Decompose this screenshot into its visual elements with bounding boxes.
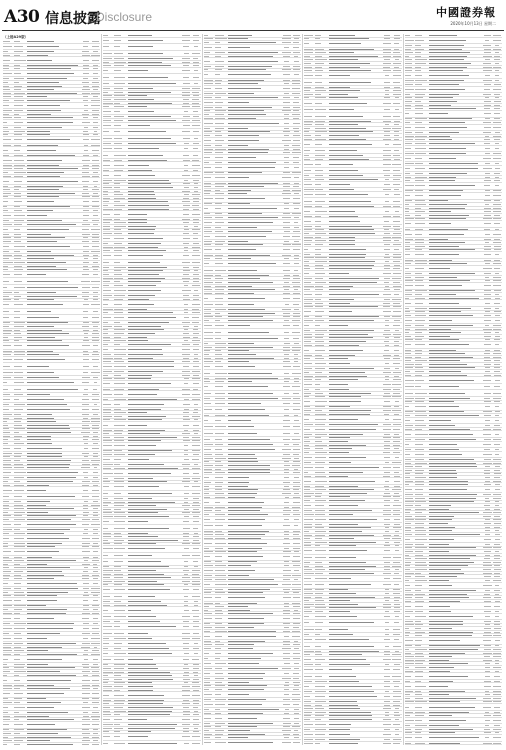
table-column (303, 34, 403, 745)
newspaper-logo: 中國證券報 (436, 6, 496, 19)
table-column (203, 34, 303, 745)
continued-note: （上接A29版） (3, 35, 29, 39)
section-title-cn: 信息披露 (45, 11, 101, 27)
page-header (0, 0, 506, 30)
table-row (405, 742, 502, 745)
table-row (3, 743, 100, 745)
page-number: A30 (4, 7, 40, 27)
table-column (2, 34, 102, 745)
disclosure-columns (2, 34, 504, 745)
table-row (103, 741, 200, 745)
publication-date: 2020年10月13日 星期二 (450, 21, 496, 26)
table-column (404, 34, 503, 745)
header-divider (2, 30, 504, 31)
table-row (304, 742, 401, 745)
table-column (102, 34, 202, 745)
table-row (204, 740, 301, 745)
section-title-en: Disclosure (96, 10, 153, 24)
